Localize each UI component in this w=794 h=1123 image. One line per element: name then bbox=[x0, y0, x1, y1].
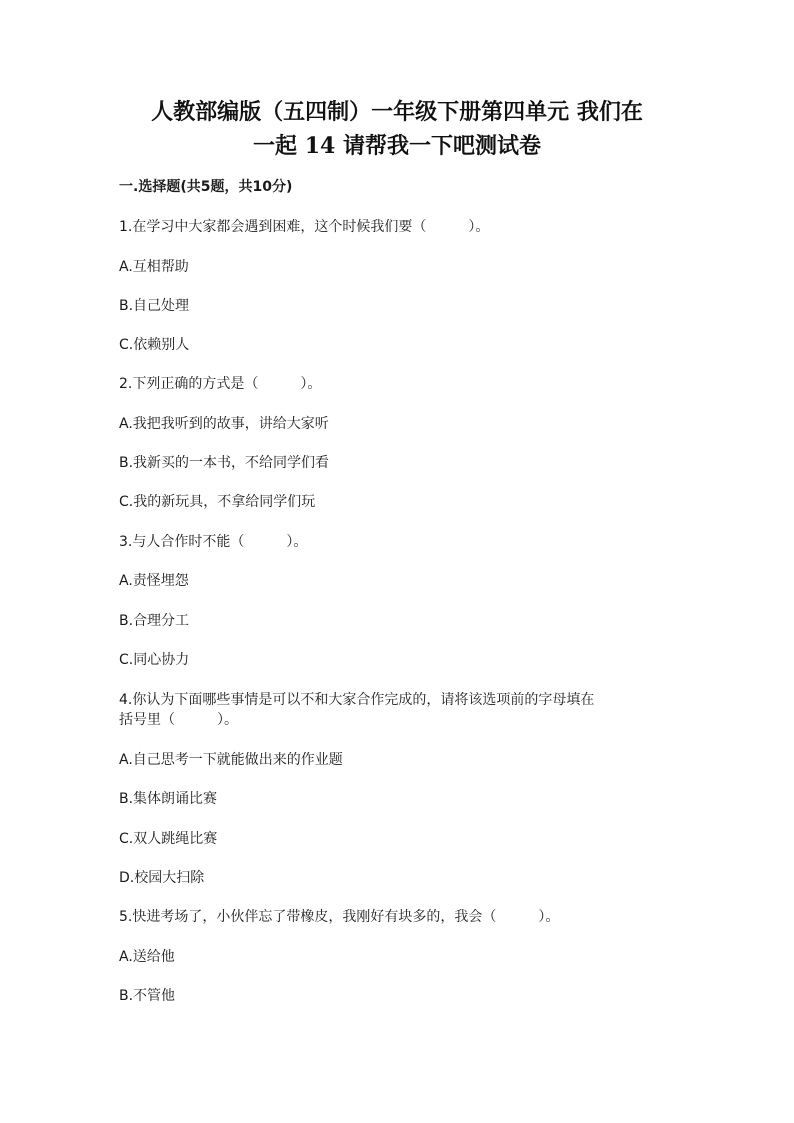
question-2-option-c: C.我的新玩具，不拿给同学们玩 bbox=[119, 494, 316, 510]
question-4-option-a: A.自己思考一下就能做出来的作业题 bbox=[119, 752, 343, 768]
question-5-option-a: A.送给他 bbox=[119, 949, 175, 965]
exam-title-line-1: 人教部编版（五四制）一年级下册第四单元 我们在 bbox=[151, 99, 643, 125]
question-3-option-a: A.责怪埋怨 bbox=[119, 573, 189, 589]
question-2-option-b: B.我新买的一本书，不给同学们看 bbox=[119, 455, 330, 471]
question-4-option-d: D.校园大扫除 bbox=[119, 870, 205, 886]
question-1-option-c: C.依赖别人 bbox=[119, 337, 190, 353]
question-4-option-c: C.双人跳绳比赛 bbox=[119, 831, 218, 847]
question-5-stem: 5.快进考场了，小伙伴忘了带橡皮，我刚好有块多的，我会（ ）。 bbox=[119, 909, 560, 925]
question-2-stem: 2.下列正确的方式是（ ）。 bbox=[119, 376, 322, 392]
question-5-option-b: B.不管他 bbox=[119, 988, 176, 1004]
question-1-option-a: A.互相帮助 bbox=[119, 259, 189, 275]
question-3-stem: 3.与人合作时不能（ ）。 bbox=[119, 534, 308, 550]
question-1-stem: 1.在学习中大家都会遇到困难，这个时候我们要（ ）。 bbox=[119, 219, 490, 235]
question-4-stem-line-2: 括号里（ ）。 bbox=[119, 712, 238, 728]
question-4-option-b: B.集体朗诵比赛 bbox=[119, 791, 218, 807]
question-3-option-c: C.同心协力 bbox=[119, 652, 190, 668]
question-3-option-b: B.合理分工 bbox=[119, 613, 190, 629]
exam-title-line-2: 一起 14 请帮我一下吧测试卷 bbox=[253, 133, 541, 159]
question-4-stem-line-1: 4.你认为下面哪些事情是可以不和大家合作完成的，请将该选项前的字母填在 bbox=[119, 692, 595, 708]
question-1-option-b: B.自己处理 bbox=[119, 298, 190, 314]
section-heading: 一.选择题(共5题，共10分) bbox=[119, 179, 293, 195]
question-2-option-a: A.我把我听到的故事，讲给大家听 bbox=[119, 416, 329, 432]
